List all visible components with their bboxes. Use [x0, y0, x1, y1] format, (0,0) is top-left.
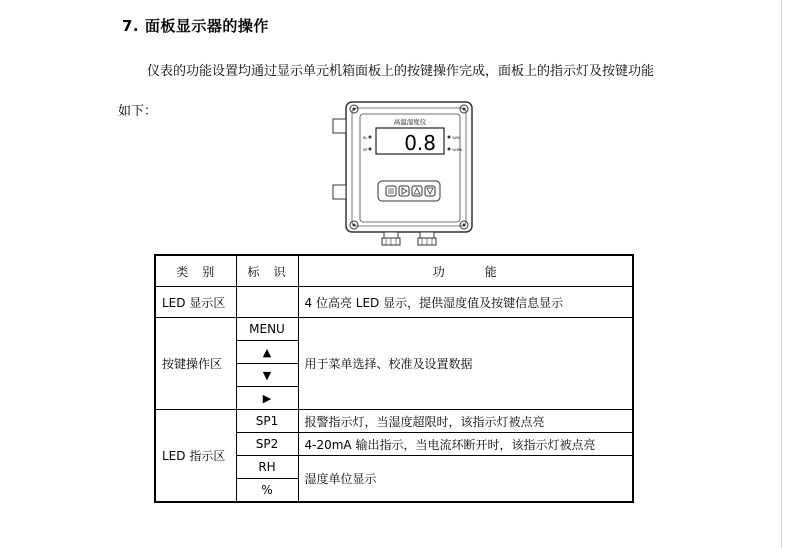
symbol-led-display — [236, 287, 298, 318]
function-led-display: 4 位高亮 LED 显示，提供湿度值及按键信息显示 — [298, 287, 633, 318]
page-edge-line — [781, 0, 782, 548]
table-header-row — [155, 255, 633, 287]
device-led-label-rh: %RH — [452, 136, 461, 140]
symbol-shift-key: ▶ — [236, 387, 298, 410]
table-row — [155, 318, 633, 341]
table-row — [155, 287, 633, 318]
symbol-up-key: ▲ — [236, 341, 298, 364]
function-rh: 湿度单位显示 — [298, 456, 633, 503]
symbol-sp1: SP1 — [236, 410, 298, 433]
device-panel-illustration — [330, 97, 480, 247]
device-led-label-rl: RL — [363, 136, 368, 140]
function-sp1: 报警指示灯，当湿度超限时，该指示灯被点亮 — [298, 410, 633, 433]
table-row — [155, 410, 633, 433]
symbol-menu-key: MENU — [236, 318, 298, 341]
header-symbol: 标 识 — [236, 255, 298, 287]
function-keys: 用于菜单选择、校准及设置数据 — [298, 318, 633, 410]
paragraph-line-1: 仪表的功能设置均通过显示单元机箱面板上的按键操作完成，面板上的指示灯及按键功能 — [147, 64, 655, 79]
category-indicators: LED 指示区 — [155, 410, 236, 503]
symbol-sp2: SP2 — [236, 433, 298, 456]
device-led-label-sp: SP — [363, 148, 368, 152]
category-led-display: LED 显示区 — [155, 287, 236, 318]
header-function: 功 能 — [298, 255, 633, 287]
symbol-rh: RH — [236, 456, 298, 479]
device-title: 高温湿度仪 — [393, 118, 427, 126]
symbol-percent: % — [236, 479, 298, 503]
device-led-label-hpa: %HPa — [452, 148, 463, 152]
device-reading: 0.8 — [404, 131, 436, 155]
function-table — [154, 254, 634, 503]
paragraph-line-2: 如下： — [118, 104, 158, 119]
section-heading: 7. 面板显示器的操作 — [122, 17, 269, 35]
function-sp2: 4-20mA 输出指示，当电流环断开时，该指示灯被点亮 — [298, 433, 633, 456]
symbol-down-key: ▼ — [236, 364, 298, 387]
header-category: 类 别 — [155, 255, 236, 287]
category-keys: 按键操作区 — [155, 318, 236, 410]
